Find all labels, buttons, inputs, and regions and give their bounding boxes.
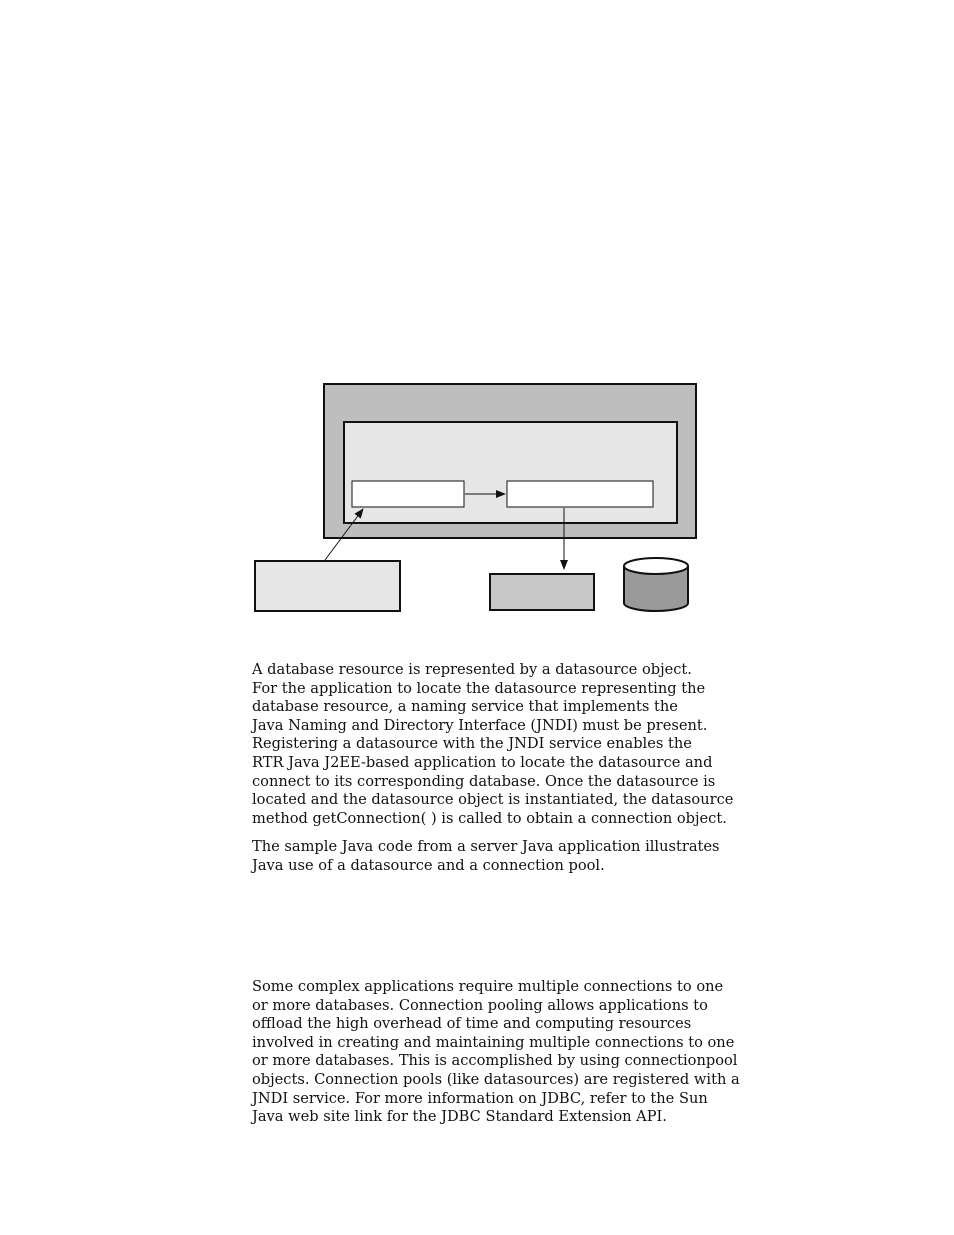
text-line: Java web site link for the JDBC Standard Extension API. [252,1108,667,1126]
text-line: offload the high overhead of time and computing resources [252,1015,692,1033]
text-line: Java Naming and Directory Interface (JNDI) must be present. [252,716,708,734]
client-box [255,561,400,611]
datasource-paragraph [252,661,742,828]
text-line: objects. Connection pools (like datasources) are registered with a [252,1070,740,1088]
text-line: involved in creating and maintaining multiple connections to one [252,1033,735,1051]
text-line: located and the datasource object is instantiated, the datasource [252,791,734,809]
connection-pool-box [490,574,594,610]
text-line: connect to its corresponding database. Once the datasource is [252,772,716,790]
text-line: For the application to locate the datasource representing the [252,679,706,697]
datasource-box [507,481,653,507]
text-line: Some complex applications require multiple connections to one [252,978,724,995]
text-line: Java use of a datasource and a connection pool. [252,856,605,874]
text-line: RTR Java J2EE-based application to locate the datasource and [252,753,713,771]
text-line: or more databases. Connection pooling allows applications to [252,996,708,1014]
connection-pooling-paragraph [252,978,742,1127]
sample-code-paragraph [252,838,742,875]
application-container-box [344,422,677,523]
text-line: method getConnection( ) is called to obtain a connection object. [252,809,727,827]
text-line: The sample Java code from a server Java application illustrates [252,838,720,855]
database-cylinder-icon [624,558,688,611]
text-line: JNDI service. For more information on JDBC, refer to the Sun [252,1089,708,1107]
jndi-lookup-box [352,481,464,507]
text-line: A database resource is represented by a datasource object. [252,661,692,678]
text-line: Registering a datasource with the JNDI service enables the [252,735,692,753]
text-line: or more databases. This is accomplished by using connectionpool [252,1052,738,1070]
text-line: database resource, a naming service that implements the [252,698,678,716]
